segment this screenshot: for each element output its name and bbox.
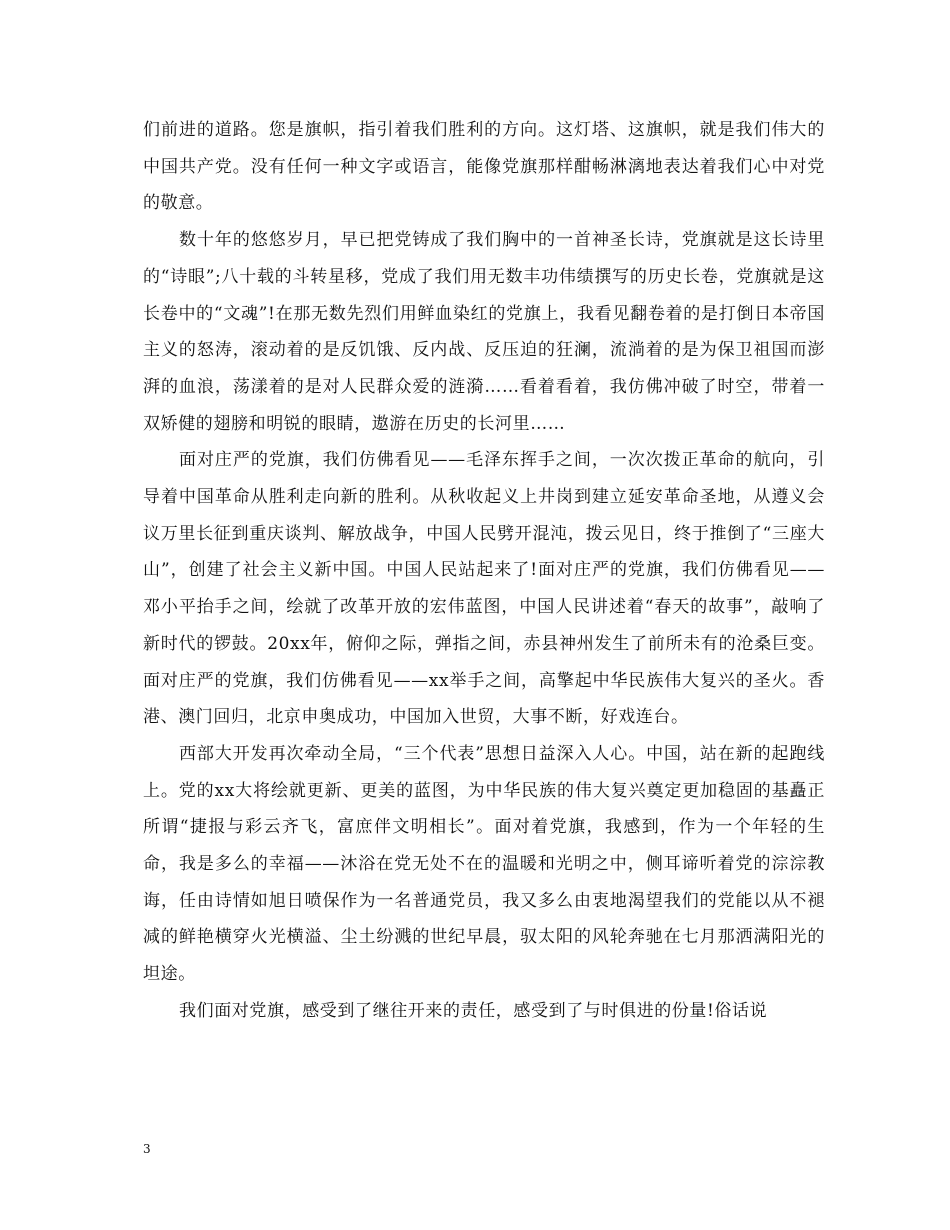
paragraph-1: 们前进的道路。您是旗帜，指引着我们胜利的方向。这灯塔、这旗帜，就是我们伟大的中国共产党。没有任何一种文字或语言，能像党旗那样酣畅淋漓地表达着我们心中对党的敬意。 (143, 120, 825, 214)
paragraph-5: 我们面对党旗，感受到了继往开来的责任，感受到了与时俱进的份量!俗话说 (179, 1000, 768, 1021)
paragraph-3: 面对庄严的党旗，我们仿佛看见——毛泽东挥手之间，一次次拨正革命的航向，引导着中国革命从胜利走向新的胜利。从秋收起义上井岗到建立延安革命圣地，从遵义会议万里长征到重庆谈判、解放战争，中国人民劈开混沌，拨云见日，终于推倒了“三座大山”，创建了社会主义新中国。中国人民站起来了!面对庄严的党旗，我们仿佛看见——邓小平抬手之间，绘就了改革开放的宏伟蓝图，中国人民讲述着“春天的故事”，敲响了新时代的锣鼓。20xx年，俯仰之际，弹指之间，赤县神州发生了前所未有的沧桑巨变。面对庄严的党旗，我们仿佛看见——xx举手之间，高擎起中华民族伟大复兴的圣火。香港、澳门回归，北京申奥成功，中国加入世贸，大事不断，好戏连台。 (143, 450, 825, 728)
body-text (143, 112, 825, 1030)
paragraph-2: 数十年的悠悠岁月，早已把党铸成了我们胸中的一首神圣长诗，党旗就是这长诗里的“诗眼”;八十载的斗转星移，党成了我们用无数丰功伟绩撰写的历史长卷，党旗就是这长卷中的“文魂”!在那无数先烈们用鲜血染红的党旗上，我看见翻卷着的是打倒日本帝国主义的怒涛，滚动着的是反饥饿、反内战、反压迫的狂澜，流淌着的是为保卫祖国而澎湃的血浪，荡漾着的是对人民群众爱的涟漪……看着看着，我仿佛冲破了时空，带着一双矫健的翅膀和明锐的眼睛，遨游在历史的长河里…… (143, 230, 825, 434)
page-number: 3 (143, 1142, 151, 1156)
paragraph-4: 西部大开发再次牵动全局，“三个代表”思想日益深入人心。中国，站在新的起跑线上。党的xx大将绘就更新、更美的蓝图，为中华民族的伟大复兴奠定更加稳固的基矗正所谓“捷报与彩云齐飞，富庶伴文明相长”。面对着党旗，我感到，作为一个年轻的生命，我是多么的幸福——沐浴在党无处不在的温暖和光明之中，侧耳谛听着党的淙淙教诲，任由诗情如旭日喷保作为一名普通党员，我又多么由衷地渴望我们的党能以从不褪减的鲜艳横穿火光横溢、尘土纷溅的世纪早晨，驭太阳的风轮奔驰在七月那洒满阳光的坦途。 (143, 743, 825, 985)
